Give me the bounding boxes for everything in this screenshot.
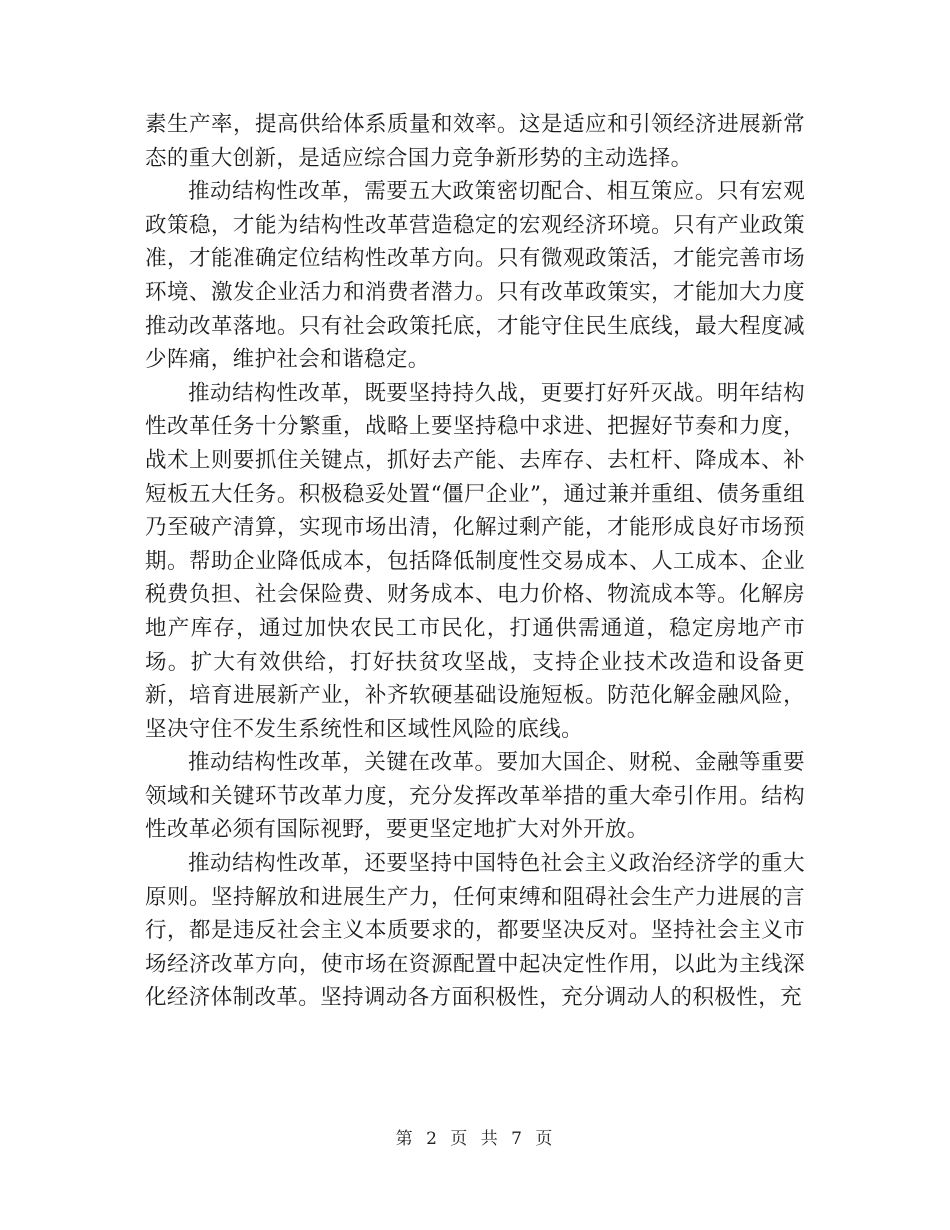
document-body (145, 108, 805, 1015)
paragraph-key-reform: 推动结构性改革，关键在改革。要加大国企、财税、金融等重要领域和关键环节改革力度，充分发挥改革举措的重大牵引作用。结构性改革必须有国际视野，要更坚定地扩大对外开放。 (145, 750, 805, 843)
page-number-footer: 第 2 页 共 7 页 (395, 1129, 555, 1149)
paragraph-five-tasks: 推动结构性改革，既要坚持持久战，更要打好歼灭战。明年结构性改革任务十分繁重，战略上要坚持稳中求进、把握好节奏和力度，战术上则要抓住关键点，抓好去产能、去库存、去杠杆、降成本、补短板五大任务。积极稳妥处置“僵尸企业”，通过兼并重组、债务重组乃至破产清算，实现市场出清，化解过剩产能，才能形成良好市场预期。帮助企业降低成本，包括降低制度性交易成本、人工成本、企业税费负担、社会保险费、财务成本、电力价格、物流成本等。化解房地产库存，通过加快农民工市民化，打通供需通道，稳定房地产市场。扩大有效供给，打好扶贫攻坚战，支持企业技术改造和设备更新，培育进展新产业，补齐软硬基础设施短板。防范化解金融风险，坚决守住不发生系统性和区域性风险的底线。 (145, 380, 805, 742)
paragraph-continuation: 素生产率，提高供给体系质量和效率。这是适应和引领经济进展新常态的重大创新，是适应综合国力竞争新形势的主动选择。 (145, 112, 805, 171)
paragraph-principles: 推动结构性改革，还要坚持中国特色社会主义政治经济学的重大原则。坚持解放和进展生产力，任何束缚和阻碍社会生产力进展的言行，都是违反社会主义本质要求的，都要坚决反对。坚持社会主义市场经济改革方向，使市场在资源配置中起决定性作用，以此为主线深化经济体制改革。坚持调动各方面积极性，充分调动人的积极性，充 (145, 851, 805, 1011)
paragraph-five-policies: 推动结构性改革，需要五大政策密切配合、相互策应。只有宏观政策稳，才能为结构性改革营造稳定的宏观经济环境。只有产业政策准，才能准确定位结构性改革方向。只有微观政策活，才能完善市场环境、激发企业活力和消费者潜力。只有改革政策实，才能加大力度推动改革落地。只有社会政策托底，才能守住民生底线，最大程度减少阵痛，维护社会和谐稳定。 (145, 179, 805, 373)
